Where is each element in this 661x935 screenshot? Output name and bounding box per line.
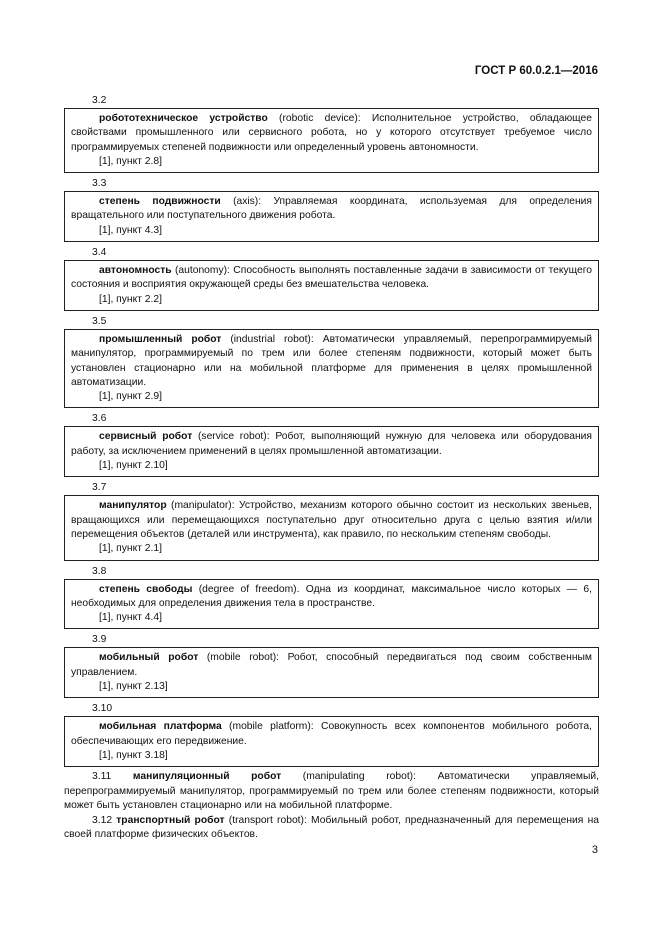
entry-3-4 <box>64 245 599 311</box>
term-box <box>64 191 599 242</box>
term: степень свободы <box>99 583 193 595</box>
definition <box>71 720 592 749</box>
definition-text: (manipulator): Устройство, механизм которого обычно состоит из нескольких звеньев, вращающихся или перемещающихся поступательно друг относительно друга с целью взятия и/или перемещения объектов (деталей или инструмента), как правило, по нескольким степеням свободы. <box>71 500 592 540</box>
term-box <box>64 426 599 477</box>
entry-number: 3.2 <box>92 95 107 106</box>
term: робототехническое устройство <box>99 113 268 124</box>
source-reference: [1], пункт 2.8] <box>99 155 162 167</box>
term: степень подвижности <box>99 196 221 208</box>
entry-number: 3.12 <box>92 815 113 827</box>
definition-text: (service robot): Робот, выполняющий нужную для человека или оборудования работу, за исключением применений в целях промышленной автоматизации. <box>71 431 592 457</box>
entry-number: 3.9 <box>92 634 107 646</box>
definition-text: (axis): Управляемая координата, используемая для определения вращательного или поступательного движения робота. <box>71 196 592 222</box>
definition-text: (degree of freedom). Одна из координат, максимальное число которых — 6, необходимых для определения движения тела в пространстве. <box>71 583 592 609</box>
term-box <box>64 579 599 630</box>
definition <box>71 333 592 390</box>
entry-number: 3.6 <box>92 413 107 425</box>
term: сервисный робот <box>99 431 193 443</box>
source-reference: [1], пункт 2.1] <box>99 543 162 555</box>
entry-number: 3.3 <box>92 178 107 190</box>
definition <box>71 195 592 224</box>
source-reference: [1], пункт 2.2] <box>99 293 162 305</box>
term: мобильная платформа <box>99 721 222 733</box>
definition <box>71 651 592 680</box>
entry-3-11 <box>64 770 599 813</box>
entry-3-7 <box>64 480 599 560</box>
definition-text: (industrial robot): Автоматически управляемый, перепрограммируемый манипулятор, программируемый по трем или более степеням подвижности, который может быть установлен стационарно или на мобильной платформе для применения в целях промышленной автоматизации. <box>71 333 592 388</box>
document-body <box>64 93 599 843</box>
entry-3-6 <box>64 411 599 477</box>
term: манипулятор <box>99 500 167 512</box>
entry-number: 3.8 <box>92 565 107 577</box>
entry-3-2 <box>64 93 599 173</box>
term-box <box>64 108 599 173</box>
term-box <box>64 495 599 560</box>
source-reference: [1], пункт 2.13] <box>99 681 168 693</box>
entry-3-10 <box>64 701 599 767</box>
term: автономность <box>99 265 172 277</box>
entry-number: 3.10 <box>92 703 113 715</box>
entry-number: 3.7 <box>92 482 107 494</box>
term: манипуляционный робот <box>132 771 282 783</box>
entry-number: 3.11 <box>92 771 112 783</box>
term-box <box>64 647 599 698</box>
term: транспортный робот <box>116 815 225 827</box>
term-box <box>64 329 599 408</box>
term: мобильный робот <box>99 652 199 664</box>
entry-3-12 <box>64 814 599 843</box>
entry-3-5 <box>64 314 599 408</box>
source-reference: [1], пункт 2.10] <box>99 460 168 472</box>
definition-text: (autonomy): Способность выполнять поставленные задачи в зависимости от текущего состояния и восприятия окружающей среды без вмешательства человека. <box>71 265 592 291</box>
definition <box>71 112 592 155</box>
source-reference: [1], пункт 2.9] <box>99 391 162 403</box>
definition-text: (mobile robot): Робот, способный передвигаться под своим собственным управлением. <box>71 652 592 678</box>
term: промышленный робот <box>99 333 222 345</box>
entry-3-9 <box>64 632 599 698</box>
source-reference: [1], пункт 4.4] <box>99 612 162 624</box>
entry-3-8 <box>64 564 599 630</box>
page-number: 3 <box>591 844 598 856</box>
entry-number: 3.5 <box>92 315 107 327</box>
definition-text: (manipulating robot): Автоматически управляемый, перепрограммируемый манипулятор, программируемый по трем или более степеням подвижности, который может быть установлен стационарно или на мобильной платформе. <box>64 771 599 811</box>
term-box <box>64 260 599 311</box>
definition <box>71 499 592 542</box>
definition <box>71 430 592 459</box>
definition-text: (mobile platform): Совокупность всех компонентов мобильного робота, обеспечивающих его передвижение. <box>71 721 592 747</box>
definition <box>71 264 592 293</box>
source-reference: [1], пункт 4.3] <box>99 224 162 236</box>
entry-number: 3.4 <box>92 247 107 259</box>
entry-3-3 <box>64 176 599 242</box>
definition-text: (transport robot): Мобильный робот, предназначенный для перемещения на своей платформе физических объектов. <box>64 815 599 841</box>
source-reference: [1], пункт 3.18] <box>99 749 168 761</box>
definition <box>71 583 592 612</box>
term-box <box>64 716 599 767</box>
definition-text: (robotic device): Исполнительное устройство, обладающее свойствами промышленного или сервисного робота, но у которого отсутствует требуемое число программируемых степеней подвижности или определенный уровень автономности. <box>71 113 592 153</box>
document-code: ГОСТ Р 60.0.2.1—2016 <box>474 65 598 77</box>
